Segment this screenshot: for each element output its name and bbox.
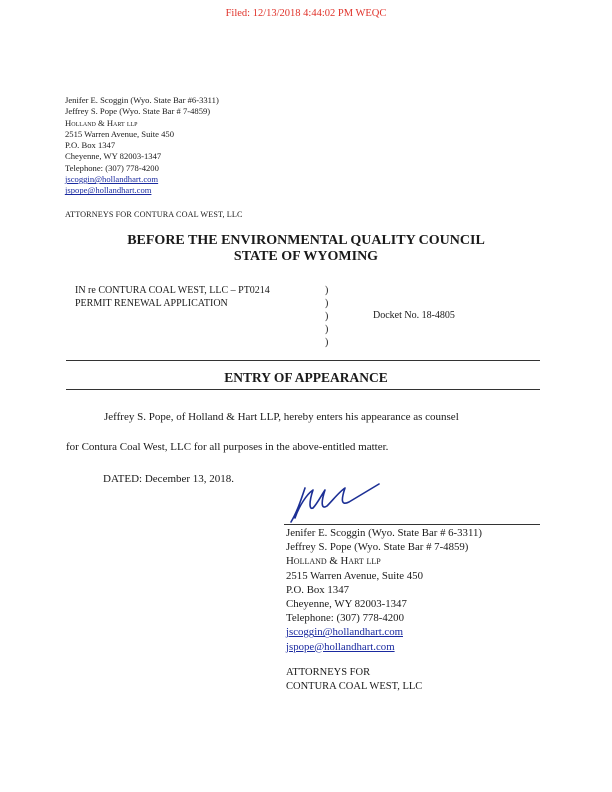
attorneys-for-top: ATTORNEYS FOR CONTURA COAL WEST, LLC xyxy=(65,210,243,219)
caption-paren: ) xyxy=(325,285,329,296)
handwritten-signature xyxy=(283,478,383,528)
header-firm: Holland & Hart llp xyxy=(65,117,138,128)
sig-address2: P.O. Box 1347 xyxy=(286,583,349,596)
court-heading xyxy=(0,233,612,265)
sig-address1: 2515 Warren Avenue, Suite 450 xyxy=(286,569,423,582)
header-email-scoggin[interactable]: jscoggin@hollandhart.com xyxy=(65,174,159,185)
case-caption xyxy=(75,284,270,310)
attorneys-for-bottom xyxy=(286,666,422,693)
body-line1: Jeffrey S. Pope, of Holland & Hart LLP, hereby enters his appearance as counsel xyxy=(104,411,459,423)
header-line-pope: Jeffrey S. Pope (Wyo. State Bar # 7-4859) xyxy=(65,106,211,117)
sig-line-pope: Jeffrey S. Pope (Wyo. State Bar # 7-4859) xyxy=(286,541,469,554)
caption-paren: ) xyxy=(325,324,329,336)
filed-stamp: Filed: 12/13/2018 4:44:02 PM WEQC xyxy=(225,8,387,19)
caption-parens xyxy=(325,284,328,349)
sig-city: Cheyenne, WY 82003-1347 xyxy=(286,598,407,611)
sig-firm: Holland & Hart llp xyxy=(286,555,381,568)
caption-paren: ) xyxy=(325,298,329,310)
divider-bottom xyxy=(66,389,540,390)
sig-line-scoggin: Jenifer E. Scoggin (Wyo. State Bar # 6-3311) xyxy=(286,527,482,539)
header-city: Cheyenne, WY 82003-1347 xyxy=(65,151,162,162)
caption-line1: IN re CONTURA COAL WEST, LLC – PT0214 xyxy=(75,285,270,296)
attorneys-for-line1: ATTORNEYS FOR xyxy=(286,667,371,678)
signature-block xyxy=(286,526,482,654)
header-line-scoggin: Jenifer E. Scoggin (Wyo. State Bar #6-3311) xyxy=(65,95,219,105)
header-counsel-block xyxy=(65,95,219,197)
signature-line xyxy=(284,524,540,525)
dated-line: DATED: December 13, 2018. xyxy=(103,473,235,485)
caption-line2: PERMIT RENEWAL APPLICATION xyxy=(75,298,228,310)
document-title: ENTRY OF APPEARANCE xyxy=(224,370,388,385)
attorneys-for-line2: CONTURA COAL WEST, LLC xyxy=(286,680,423,692)
header-phone: Telephone: (307) 778-4200 xyxy=(65,162,159,173)
caption-paren: ) xyxy=(325,311,329,323)
body-paragraph xyxy=(66,402,544,462)
header-address1: 2515 Warren Avenue, Suite 450 xyxy=(65,128,175,139)
body-line2: for Contura Coal West, LLC for all purposes in the above-entitled matter. xyxy=(66,441,389,453)
divider-top xyxy=(66,360,540,361)
sig-email-pope[interactable]: jspope@hollandhart.com xyxy=(286,640,395,653)
sig-phone: Telephone: (307) 778-4200 xyxy=(286,612,404,625)
header-email-pope[interactable]: jspope@hollandhart.com xyxy=(65,185,152,196)
court-heading-line1: BEFORE THE ENVIRONMENTAL QUALITY COUNCIL xyxy=(127,233,485,248)
docket-number: Docket No. 18-4805 xyxy=(373,310,455,321)
court-heading-line2: STATE OF WYOMING xyxy=(233,249,379,264)
sig-email-scoggin[interactable]: jscoggin@hollandhart.com xyxy=(286,626,403,639)
caption-paren: ) xyxy=(325,337,329,349)
header-address2: P.O. Box 1347 xyxy=(65,140,116,151)
